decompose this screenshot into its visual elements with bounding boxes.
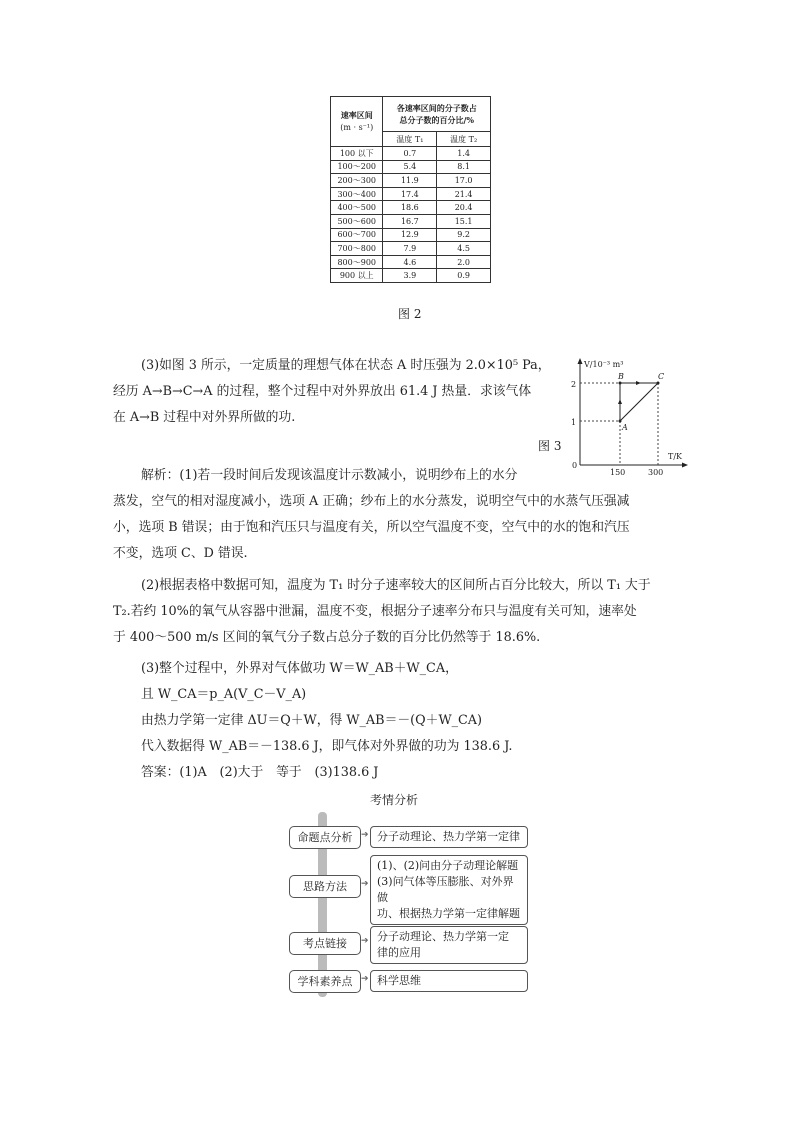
table-cell-t2: 2.0 (437, 255, 491, 269)
question3-line2: 经历 A→B→C→A 的过程，整个过程中对外界放出 61.4 J 热量．求该气体 (113, 384, 532, 399)
table-cell-range: 500～600 (331, 214, 383, 228)
table-cell-t2: 9.2 (437, 228, 491, 242)
flow-desc-proposition-line1: 分子动理论、热力学第一定律 (377, 830, 520, 843)
table-cell-range: 400～500 (331, 201, 383, 215)
table-row (331, 160, 491, 174)
range-header-unit: (m · s⁻¹) (340, 123, 374, 132)
table-cell-t1: 12.9 (383, 228, 437, 242)
flow-title: 考情分析 (370, 793, 419, 807)
point-a-label: A (622, 423, 628, 432)
percent-group-header (383, 97, 491, 132)
answer-line: 答案：(1)A (2)大于 等于 (3)138.6 J (141, 765, 379, 780)
point-c-label: C (658, 372, 665, 381)
table-cell-t2: 15.1 (437, 214, 491, 228)
flow-desc-link (370, 926, 528, 964)
y-tick-2: 2 (571, 380, 577, 389)
table-row (331, 187, 491, 201)
flow-desc-literacy (370, 970, 528, 992)
table-cell-t2: 17.0 (437, 174, 491, 188)
table-cell-t1: 5.4 (383, 160, 437, 174)
table-cell-t1: 7.9 (383, 242, 437, 256)
table-cell-t2: 4.5 (437, 242, 491, 256)
t1-header: 温度 T₁ (383, 132, 437, 147)
question3-line1: (3)如图 3 所示，一定质量的理想气体在状态 A 时压强为 2.0×10⁵ Pa， (141, 358, 551, 373)
flow-desc-link-line1: 分子动理论、热力学第一定 (377, 930, 509, 943)
table-row (331, 255, 491, 269)
analysis-p3-l2: 且 W_CA＝p_A(V_C－V_A) (141, 687, 307, 702)
flow-desc-method-line1: (1)、(2)问由分子动理论解题 (377, 859, 519, 872)
point-c-dot (657, 382, 660, 385)
figure3-caption: 图 3 (538, 439, 562, 453)
table-row (331, 174, 491, 188)
analysis-p3-l3: 由热力学第一定律 ΔU＝Q＋W，得 W_AB＝－(Q＋W_CA) (141, 713, 483, 728)
table-cell-t2: 8.1 (437, 160, 491, 174)
v-axis-arrow (578, 358, 583, 364)
table-cell-range: 200～300 (331, 174, 383, 188)
x-tick-150: 150 (610, 468, 626, 477)
table-row (331, 242, 491, 256)
table-row (331, 269, 491, 283)
table-cell-t1: 4.6 (383, 255, 437, 269)
t-axis-arrow (682, 463, 688, 468)
col-range-header (331, 97, 383, 147)
table-cell-t2: 1.4 (437, 147, 491, 161)
group-header-line2: 总分子数的百分比/% (399, 115, 474, 125)
flow-arrow-4: ➔ (361, 974, 369, 984)
table-cell-range: 600～700 (331, 228, 383, 242)
analysis-p2-l2: T₂.若约 10%的氧气从容器中泄漏，温度不变，根据分子速率分布只与温度有关可知，速率处 (113, 604, 637, 619)
flow-desc-link-line2: 律的应用 (377, 946, 421, 959)
path-ca (620, 383, 658, 421)
flow-label-method: 思路方法 (289, 875, 361, 898)
analysis-p1-l2: 蒸发，空气的相对湿度减小，选项 A 正确；纱布上的水分蒸发，说明空气中的水蒸气压强减 (113, 494, 630, 509)
table-cell-range: 100～200 (331, 160, 383, 174)
table-cell-range: 800～900 (331, 255, 383, 269)
analysis-p2-l1: (2)根据表格中数据可知，温度为 T₁ 时分子速率较大的区间所占百分比较大，所以 T₁ 大于 (141, 578, 651, 593)
group-header-line1: 各速率区间的分子数占 (396, 103, 477, 113)
flow-arrow-2: ➔ (361, 879, 369, 889)
flow-label-proposition: 命题点分析 (289, 826, 361, 849)
x-tick-300: 300 (648, 468, 664, 477)
analysis-p2-l3: 于 400～500 m/s 区间的氧气分子数占总分子数的百分比仍然等于 18.6%. (113, 630, 541, 645)
table-row (331, 214, 491, 228)
flow-desc-proposition (370, 826, 528, 848)
vt-graph (560, 355, 690, 480)
table-cell-t2: 20.4 (437, 201, 491, 215)
table-cell-t1: 16.7 (383, 214, 437, 228)
table-cell-range: 900 以上 (331, 269, 383, 283)
table-cell-t1: 18.6 (383, 201, 437, 215)
table-cell-t1: 11.9 (383, 174, 437, 188)
analysis-p3-l4: 代入数据得 W_AB＝－138.6 J，即气体对外界做的功为 138.6 J. (141, 739, 513, 754)
flow-label-link: 考点链接 (289, 932, 361, 955)
table-row (331, 228, 491, 242)
y-tick-1: 1 (571, 418, 577, 427)
question3-line3: 在 A→B 过程中对外界所做的功. (113, 410, 296, 425)
arrow-bc (636, 381, 641, 385)
table-cell-range: 300～400 (331, 187, 383, 201)
table-cell-t2: 0.9 (437, 269, 491, 283)
flow-desc-method-line3: 功、根据热力学第一定律解题 (377, 907, 520, 920)
table-cell-range: 700～800 (331, 242, 383, 256)
flow-desc-method-line2: (3)问气体等压膨胀、对外界做 (377, 875, 514, 904)
table-cell-t2: 21.4 (437, 187, 491, 201)
table-cell-t1: 0.7 (383, 147, 437, 161)
analysis-p1-l3: 小，选项 B 错误；由于饱和汽压只与温度有关，所以空气温度不变，空气中的水的饱和汽压 (113, 520, 630, 535)
point-b-label: B (618, 372, 624, 381)
table-row (331, 201, 491, 215)
t-axis-label: T/K (668, 452, 683, 461)
table-row (331, 147, 491, 161)
analysis-p1-l1: 解析：(1)若一段时间后发现该温度计示数减小，说明纱布上的水分 (141, 468, 518, 483)
table-cell-t1: 3.9 (383, 269, 437, 283)
v-axis-label: V/10⁻³ m³ (584, 360, 624, 369)
origin-label: 0 (572, 461, 578, 470)
arrow-ab (618, 399, 622, 404)
flow-label-literacy: 学科素养点 (289, 970, 361, 993)
flow-desc-literacy-line1: 科学思维 (377, 974, 421, 987)
flow-arrow-3: ➔ (361, 936, 369, 946)
flow-desc-method (370, 855, 528, 925)
table-cell-t1: 17.4 (383, 187, 437, 201)
analysis-p3-l1: (3)整个过程中，外界对气体做功 W＝W_AB＋W_CA， (141, 661, 458, 676)
flow-arrow-1: ➔ (361, 830, 369, 840)
point-b-dot (619, 382, 622, 385)
figure2-caption: 图 2 (398, 307, 422, 321)
speed-distribution-table (330, 96, 491, 283)
table-cell-range: 100 以下 (331, 147, 383, 161)
range-header-label: 速率区间 (340, 110, 373, 120)
t2-header: 温度 T₂ (437, 132, 491, 147)
analysis-p1-l4: 不变，选项 C、D 错误. (113, 546, 248, 561)
